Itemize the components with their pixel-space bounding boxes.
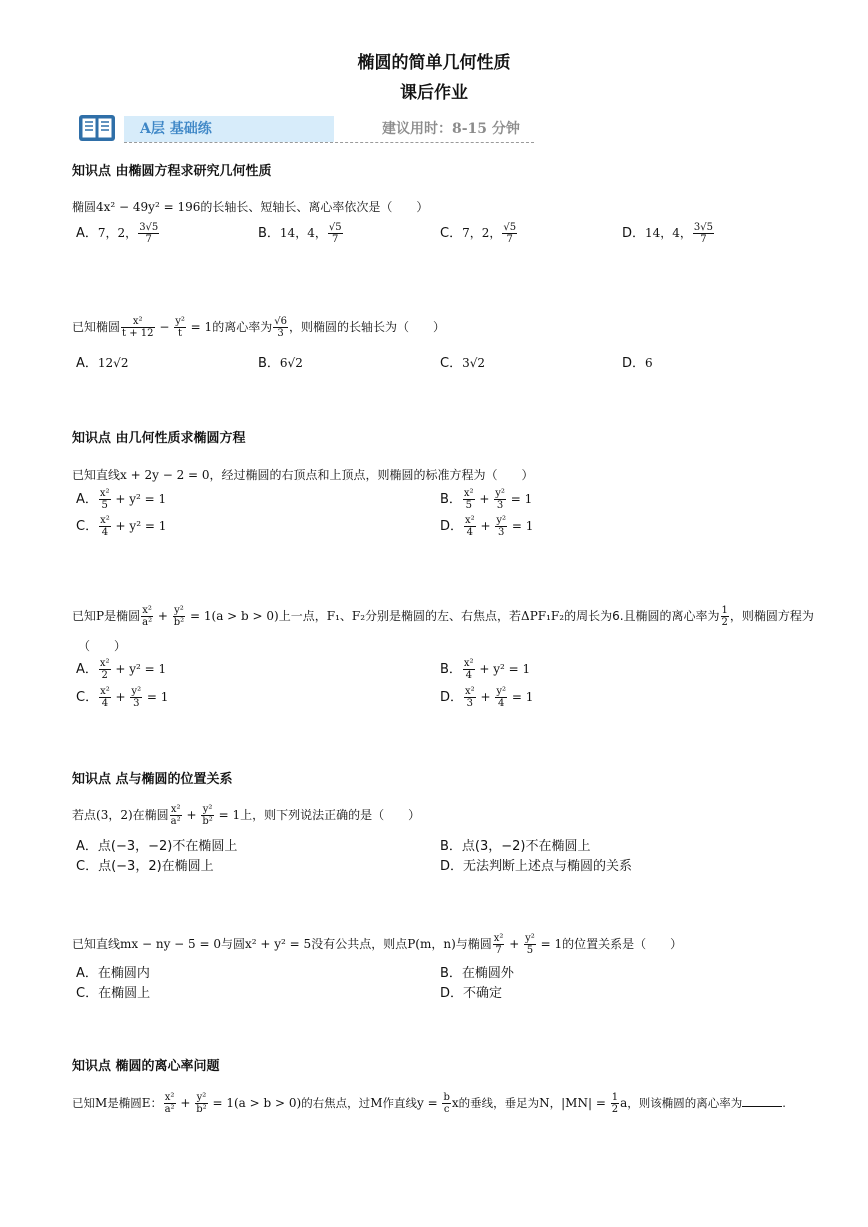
option-value: = 1: [508, 690, 534, 704]
q3-line: x + 2y − 2 = 0: [120, 468, 210, 482]
option-label: C．: [440, 226, 463, 241]
frac-num: y²: [496, 515, 507, 526]
q6-option-d[interactable]: [440, 982, 502, 1001]
frac-den: 5: [526, 945, 534, 956]
q6-line: mx − ny − 5 = 0: [120, 937, 221, 951]
frac-num: b: [443, 1092, 450, 1103]
q2-option-d[interactable]: [622, 352, 653, 371]
option-text: 在椭圆外: [461, 966, 514, 981]
option-value: 6√2: [279, 356, 303, 370]
q6-option-b[interactable]: [440, 962, 514, 981]
q3-stem-pre: 已知直线: [72, 468, 121, 482]
option-label: C．: [76, 859, 99, 874]
math-op: +: [505, 937, 524, 951]
q3-option-a[interactable]: [76, 488, 166, 511]
q5-option-d[interactable]: [440, 855, 632, 874]
option-value: = 1: [508, 519, 534, 533]
option-label: D．: [440, 986, 464, 1001]
math-op: +: [475, 492, 494, 506]
q4-option-c[interactable]: [76, 686, 168, 709]
q7-stem-c: 作直线: [382, 1096, 417, 1110]
q7-stem-b: 的右焦点，过: [301, 1096, 371, 1110]
frac-den: 7: [506, 234, 513, 245]
frac-num: 3√5: [139, 222, 159, 233]
frac-num: √5: [503, 222, 517, 233]
option-value: + y² = 1: [111, 492, 167, 506]
math-var: a: [620, 1096, 628, 1110]
math-line: y =: [416, 1096, 442, 1110]
q3-stem-post: ，经过椭圆的右顶点和上顶点，则椭圆的标准方程为（ ）: [209, 468, 534, 482]
frac-num: 1: [611, 1092, 619, 1103]
option-label: B．: [440, 839, 462, 854]
frac-num: y²: [496, 686, 507, 697]
frac-num: y²: [202, 804, 213, 815]
frac-num: x²: [142, 605, 152, 616]
math-op: +: [176, 1096, 195, 1110]
math-cond: = 1(a > b > 0): [208, 1096, 302, 1110]
question-5-stem: [72, 804, 420, 827]
q1-stem-post: 的长轴长、短轴长、离心率依次是（ ）: [200, 200, 429, 214]
math-op: +: [111, 690, 130, 704]
math-point: (3，2): [96, 808, 133, 822]
answer-blank[interactable]: [742, 1096, 782, 1107]
level-banner: [78, 112, 534, 146]
q3-option-b[interactable]: [440, 488, 532, 511]
option-value: + y² = 1: [111, 519, 167, 533]
frac-den: 3: [496, 500, 504, 511]
math-var: F₁、F₂: [326, 609, 366, 623]
frac-den: 2: [611, 1104, 619, 1115]
option-value: + y² = 1: [475, 662, 531, 676]
option-value: 12√2: [97, 356, 129, 370]
math-op: +: [154, 609, 172, 623]
frac-den: 3: [133, 698, 140, 709]
q5-stem-post: 上，则下列说法正确的是（ ）: [240, 808, 421, 822]
frac-num: √5: [328, 222, 342, 233]
option-text: 无法判断上述点与椭圆的关系: [463, 859, 633, 874]
frac-den: b²: [202, 816, 213, 827]
option-text: 点(−3，−2)不在椭圆上: [97, 839, 238, 854]
math-op: +: [476, 519, 495, 533]
frac-num: x²: [493, 933, 504, 944]
question-7-stem: [72, 1092, 786, 1115]
option-label: D．: [440, 690, 464, 705]
frac-num: x²: [164, 1092, 175, 1103]
math-var: E：: [141, 1096, 163, 1110]
q5-option-a[interactable]: [76, 835, 237, 854]
option-label: A．: [76, 966, 98, 981]
q6-stem-a: 与圆: [221, 937, 246, 951]
frac-den: 2: [721, 617, 728, 628]
q4-answer-paren: （ ）: [78, 639, 127, 653]
math-line: x: [451, 1096, 459, 1110]
option-text: 不确定: [463, 986, 503, 1001]
book-icon: [78, 112, 116, 144]
frac-num: x²: [100, 686, 110, 697]
math-op: = 1: [536, 937, 563, 951]
option-label: A．: [76, 662, 98, 677]
frac-den: 7: [145, 234, 152, 245]
option-text: 点(−3，2)在椭圆上: [98, 859, 214, 874]
option-label: B．: [440, 662, 462, 677]
q5-option-c[interactable]: [76, 855, 214, 874]
frac-num: x²: [463, 658, 474, 669]
math-op: +: [476, 690, 495, 704]
q5-option-b[interactable]: [440, 835, 591, 854]
q2-option-c[interactable]: [440, 352, 485, 371]
option-label: A．: [76, 492, 98, 507]
q7-stem-a: 是椭圆: [107, 1096, 142, 1110]
math-op: +: [182, 808, 201, 822]
frac-num: x²: [99, 488, 110, 499]
frac-num: x²: [463, 488, 474, 499]
option-label: D．: [440, 519, 464, 534]
option-label: D．: [440, 859, 464, 874]
math-cond: = 1(a > b > 0): [186, 609, 279, 623]
frac-den: 5: [465, 500, 472, 511]
q2-option-b[interactable]: [258, 352, 303, 371]
math-var: P: [96, 609, 105, 623]
frac-num: y²: [196, 1092, 207, 1103]
option-value: 14，4，: [645, 226, 692, 240]
option-label: C．: [76, 986, 99, 1001]
q4-stem-c: 分别是椭圆的左、右焦点，若: [365, 609, 522, 623]
option-label: B．: [258, 226, 280, 241]
frac-den: b²: [173, 617, 185, 628]
frac-num: y²: [175, 316, 185, 327]
question-3-stem: [72, 466, 534, 483]
frac-num: y²: [495, 488, 505, 499]
q4-option-b[interactable]: [440, 658, 530, 681]
q3-option-d[interactable]: [440, 515, 533, 538]
frac-num: x²: [465, 515, 475, 526]
math-var: M: [95, 1096, 108, 1110]
q6-circle: x² + y² = 5: [245, 937, 312, 951]
time-suggestion: 建议用时：8-15 分钟: [382, 121, 520, 137]
option-label: D．: [622, 356, 646, 371]
frac-num: x²: [170, 804, 181, 815]
option-label: B．: [440, 492, 462, 507]
q6-option-a[interactable]: [76, 962, 150, 981]
frac-num: √6: [274, 316, 287, 327]
q1-stem-pre: 椭圆: [72, 200, 97, 214]
option-value: 3√2: [462, 356, 485, 370]
q6-option-c[interactable]: [76, 982, 150, 1001]
option-label: B．: [258, 356, 280, 371]
frac-den: 4: [498, 698, 505, 709]
option-text: 在椭圆上: [98, 986, 151, 1001]
q2-stem-mid: 的离心率为: [212, 320, 273, 334]
math-op: −: [155, 320, 174, 334]
option-label: C．: [76, 519, 99, 534]
option-value: 7，2，: [462, 226, 502, 240]
frac-den: 4: [466, 527, 474, 538]
q1-equation: 4x² − 49y² = 196: [96, 200, 201, 214]
question-6-stem: [72, 933, 682, 956]
q4-option-d[interactable]: [440, 686, 533, 709]
frac-num: 3√5: [693, 222, 714, 233]
banner-divider: [124, 142, 534, 143]
frac-den: 3: [466, 698, 474, 709]
q6-stem-b: 没有公共点，则点: [311, 937, 408, 951]
option-text: 点(3，−2)不在椭圆上: [461, 839, 591, 854]
frac-den: 5: [101, 500, 108, 511]
q7-stem-pre: 已知: [72, 1096, 95, 1110]
q7-stem-f: ，则该椭圆的离心率为: [627, 1096, 743, 1110]
frac-den: a²: [170, 816, 181, 827]
frac-num: x²: [465, 686, 475, 697]
option-label: C．: [76, 690, 99, 705]
q2-stem-post: ，则椭圆的长轴长为（ ）: [288, 320, 445, 334]
option-label: A．: [76, 226, 98, 241]
question-1-stem: [72, 198, 428, 215]
math-var: M: [370, 1096, 383, 1110]
q1-option-c[interactable]: [440, 222, 518, 245]
option-label: A．: [76, 839, 98, 854]
q4-stem-a: 是椭圆: [104, 609, 141, 623]
section-heading-3: 知识点 点与椭圆的位置关系: [72, 772, 233, 787]
option-label: A．: [76, 356, 98, 371]
q1-option-d[interactable]: [622, 222, 715, 245]
section-heading-4: 知识点 椭圆的离心率问题: [72, 1059, 220, 1074]
q3-option-c[interactable]: [76, 515, 166, 538]
option-value: = 1: [506, 492, 533, 506]
q7-stem-e: ，: [549, 1096, 562, 1110]
frac-num: x²: [100, 515, 110, 526]
frac-den: 4: [101, 527, 109, 538]
math-op: = 1: [214, 808, 241, 822]
q1-option-b[interactable]: [258, 222, 344, 245]
math-expr: |MN| =: [561, 1096, 610, 1110]
q2-stem-pre: 已知椭圆: [72, 320, 121, 334]
question-4-stem: [72, 605, 814, 628]
frac-den: 3: [277, 328, 284, 339]
level-tag: A层 基础练: [124, 116, 334, 142]
frac-num: y²: [131, 686, 142, 697]
option-value: 14，4，: [279, 226, 327, 240]
frac-den: 7: [332, 234, 339, 245]
q1-option-a[interactable]: [76, 222, 160, 245]
frac-num: y²: [525, 933, 535, 944]
frac-den: t + 12: [122, 328, 154, 339]
frac-den: t: [178, 328, 183, 339]
section-heading-2: 知识点 由几何性质求椭圆方程: [72, 431, 246, 446]
frac-den: a²: [142, 617, 153, 628]
q5-stem-a: 在椭圆: [132, 808, 169, 822]
question-2-stem: [72, 316, 445, 339]
q4-stem-b: 上一点，: [278, 609, 327, 623]
option-value: 7，2，: [97, 226, 138, 240]
frac-den: b²: [196, 1104, 207, 1115]
q2-option-a[interactable]: [76, 352, 128, 371]
page-title: 椭圆的简单几何性质: [357, 53, 511, 73]
q4-option-a[interactable]: [76, 658, 166, 681]
frac-den: c: [443, 1104, 450, 1115]
frac-den: 3: [498, 527, 505, 538]
q7-stem-d: 的垂线，垂足为: [458, 1096, 540, 1110]
q5-stem-pre: 若点: [72, 808, 97, 822]
q4-stem-pre: 已知: [72, 609, 97, 623]
frac-den: a²: [164, 1104, 175, 1115]
math-op: = 1: [186, 320, 213, 334]
frac-num: y²: [174, 605, 184, 616]
frac-den: 4: [465, 670, 472, 681]
option-text: 在椭圆内: [97, 966, 150, 981]
math-point: P(m，n): [407, 937, 456, 951]
option-value: + y² = 1: [111, 662, 167, 676]
frac-num: 1: [721, 605, 728, 616]
frac-den: 7: [495, 945, 502, 956]
q4-stem-e: ，则椭圆方程为: [729, 609, 814, 623]
frac-num: x²: [99, 658, 110, 669]
q4-stem-d: 的周长为6.且椭圆的离心率为: [564, 609, 720, 623]
option-label: B．: [440, 966, 462, 981]
option-label: D．: [622, 226, 646, 241]
frac-num: x²: [121, 316, 154, 328]
option-value: = 1: [143, 690, 169, 704]
math-var: N: [539, 1096, 550, 1110]
q6-stem-post: 的位置关系是（ ）: [562, 937, 683, 951]
section-heading-1: 知识点 由椭圆方程求研究几何性质: [72, 164, 272, 179]
frac-den: 4: [101, 698, 109, 709]
frac-den: 2: [101, 670, 108, 681]
q6-stem-c: 与椭圆: [455, 937, 492, 951]
page-subtitle: 课后作业: [400, 83, 468, 103]
frac-den: 7: [700, 234, 707, 245]
math-var: ΔPF₁F₂: [521, 609, 565, 623]
option-value: 6: [645, 356, 653, 370]
q6-stem-pre: 已知直线: [72, 937, 121, 951]
q7-end: .: [782, 1096, 786, 1110]
option-label: C．: [440, 356, 463, 371]
